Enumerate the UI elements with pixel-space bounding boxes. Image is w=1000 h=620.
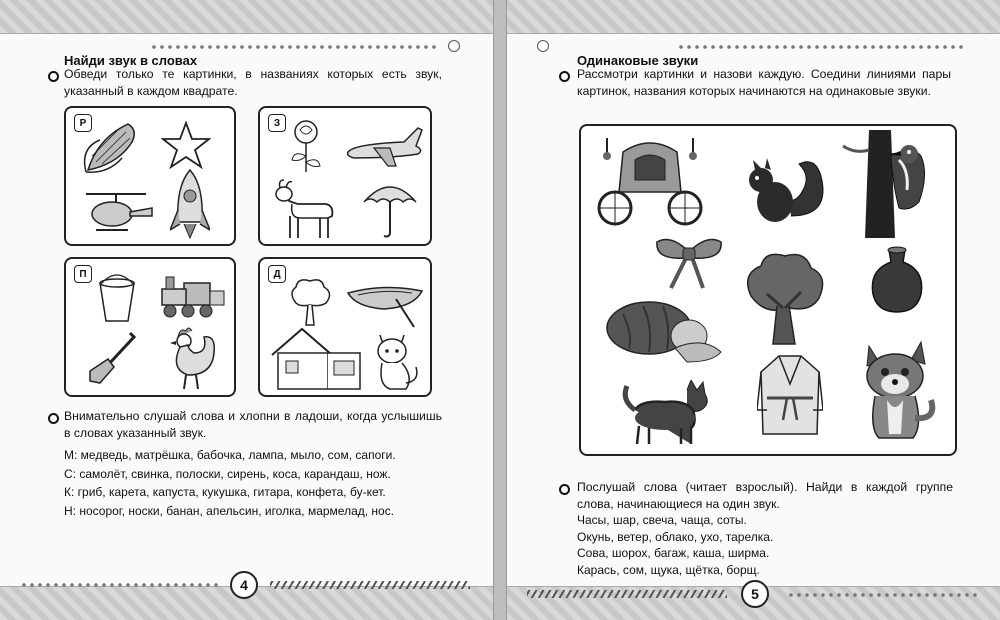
corner-circle-icon xyxy=(537,40,549,52)
sound-box-d xyxy=(258,257,432,397)
sound-box-z xyxy=(258,106,432,246)
sound-box-p xyxy=(64,257,236,397)
word-line: К: гриб, карета, капуста, кукушка, гитара, конфета, бу-кет. xyxy=(64,485,386,499)
dotted-divider xyxy=(677,44,967,50)
umbrella-icon[interactable] xyxy=(360,178,420,240)
vase-icon[interactable] xyxy=(867,246,927,316)
rooster-icon[interactable] xyxy=(158,323,220,393)
page-number: 4 xyxy=(230,571,258,599)
dotted-divider xyxy=(150,44,440,50)
dotted-divider xyxy=(20,582,220,588)
right-page xyxy=(506,0,1000,620)
sound-letter: Р xyxy=(74,114,92,132)
page-number: 5 xyxy=(741,580,769,608)
cat-icon[interactable] xyxy=(621,380,713,448)
bullet-icon xyxy=(559,71,570,82)
striped-divider xyxy=(270,581,470,589)
picture-grid xyxy=(579,124,957,456)
house-icon[interactable] xyxy=(268,325,366,393)
shovel-icon[interactable] xyxy=(86,329,138,387)
oak-tree-icon[interactable] xyxy=(741,250,827,348)
sound-letter: З xyxy=(268,114,286,132)
sound-letter: Д xyxy=(268,265,286,283)
word-line: М: медведь, матрёшка, бабочка, лампа, мыло, сом, сапоги. xyxy=(64,448,396,462)
word-line: С: самолёт, свинка, полоски, сирень, коса, карандаш, нож. xyxy=(64,466,391,481)
rose-icon[interactable] xyxy=(286,118,326,174)
page-title: Найди звук в словах xyxy=(64,53,198,68)
word-line: Сова, шорох, багаж, каша, ширма. xyxy=(577,546,770,560)
striped-divider xyxy=(527,590,727,598)
word-line: Часы, шар, свеча, чаща, соты. xyxy=(577,513,747,527)
top-decoration xyxy=(0,0,493,34)
corn-icon[interactable] xyxy=(78,118,146,178)
word-line: Окунь, ветер, облако, ухо, тарелка. xyxy=(577,529,774,544)
left-page xyxy=(0,0,494,620)
task-instruction: Рассмотри картинки и назови каждую. Соедини линиями пары картинок, названия которых начинаются на одинаковые звуки. xyxy=(577,67,951,98)
top-decoration xyxy=(507,0,1000,34)
word-line: Н: носорог, носки, банан, апельсин, иголка, мармелад, нос. xyxy=(64,503,395,518)
word-list xyxy=(64,447,442,519)
star-icon[interactable] xyxy=(161,120,211,170)
wolf-cub-icon[interactable] xyxy=(853,338,939,442)
dotted-divider xyxy=(787,592,977,598)
word-list xyxy=(577,512,953,578)
goat-icon[interactable] xyxy=(270,178,340,240)
bread-icon[interactable] xyxy=(603,296,725,366)
bullet-icon xyxy=(48,71,59,82)
page-title: Одинаковые звуки xyxy=(577,53,699,68)
sound-box-r xyxy=(64,106,236,246)
task-instruction: Обведи только те картинки, в названиях которых есть звук, указанный в каждом квадрате. xyxy=(64,67,442,98)
kitten-icon[interactable] xyxy=(372,327,422,393)
word-line: Карась, сом, щука, щётка, борщ. xyxy=(577,562,760,577)
woodpecker-icon[interactable] xyxy=(839,130,939,238)
carriage-icon[interactable] xyxy=(595,134,705,230)
helicopter-icon[interactable] xyxy=(76,186,156,236)
bathrobe-icon[interactable] xyxy=(757,354,823,438)
squirrel-icon[interactable] xyxy=(741,156,827,228)
corner-circle-icon xyxy=(448,40,460,52)
bullet-icon xyxy=(48,413,59,424)
bullet-icon xyxy=(559,484,570,495)
tree-icon[interactable] xyxy=(286,277,334,327)
airplane-icon[interactable] xyxy=(344,122,426,172)
bucket-icon[interactable] xyxy=(94,273,140,325)
task-instruction: Внимательно слушай слова и хлопни в ладоши, когда услышишь в словах указанный звук. xyxy=(64,409,442,440)
rocket-icon[interactable] xyxy=(170,168,210,240)
bow-icon[interactable] xyxy=(653,234,725,290)
task-instruction: Послушай слова (читает взрослый). Найди в каждой группе слова, начинающиеся на один звук. xyxy=(577,480,953,511)
locomotive-icon[interactable] xyxy=(154,271,228,321)
sound-letter: П xyxy=(74,265,92,283)
